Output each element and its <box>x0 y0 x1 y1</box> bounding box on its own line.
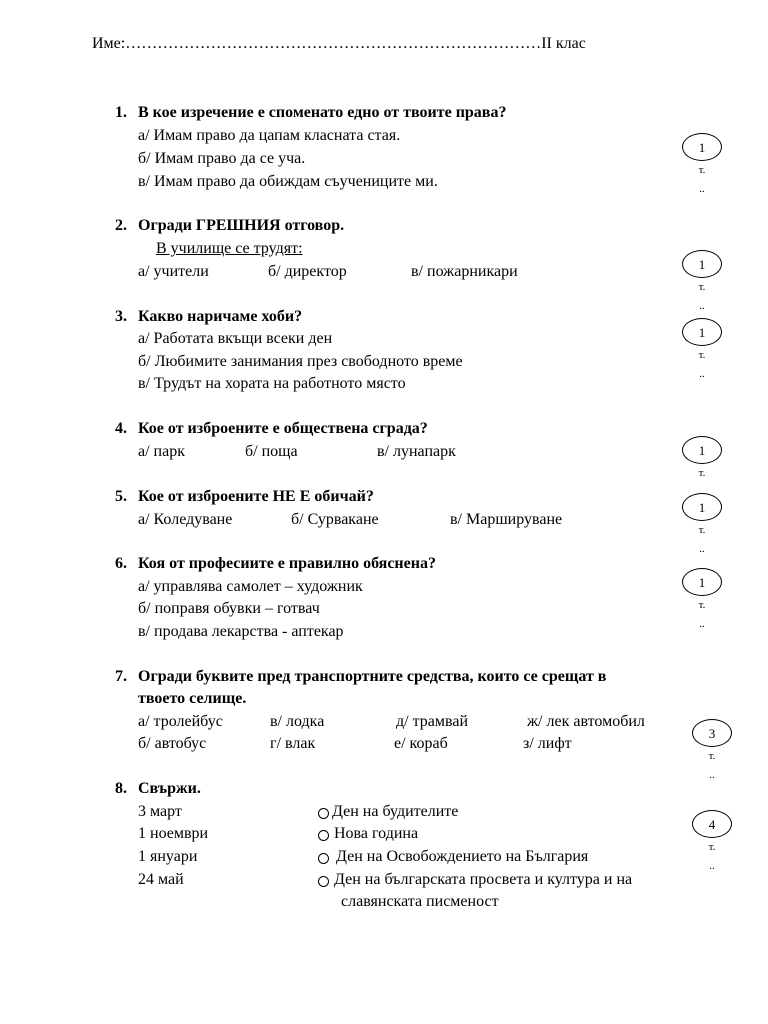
q4-option-b: б/ поща <box>245 443 298 460</box>
score-marker-q5: 1 т. .. <box>667 493 737 555</box>
match-circle[interactable] <box>318 830 329 841</box>
q7-option-g: г/ влак <box>270 735 316 752</box>
q8-left-item: 3 март <box>138 803 182 820</box>
q1-option-c: в/ Имам право да обиждам съучениците ми. <box>138 173 438 190</box>
q8-left-item: 24 май <box>138 871 184 888</box>
q8-text: Свържи. <box>138 780 201 797</box>
q2-subtitle: В училище се трудят: <box>156 240 303 257</box>
q8-right-item-continued: славянската писменост <box>341 893 499 910</box>
q4-number: 4. <box>115 420 127 437</box>
match-circle[interactable] <box>318 808 329 819</box>
q7-option-d: д/ трамвай <box>396 713 469 730</box>
q2-option-c: в/ пожарникари <box>411 263 518 280</box>
q7-option-z: з/ лифт <box>523 735 572 752</box>
q6-option-c: в/ продава лекарства - аптекар <box>138 623 344 640</box>
score-marker-q4: 1 т. <box>667 436 737 482</box>
q8-left-item: 1 ноември <box>138 825 209 842</box>
q6-number: 6. <box>115 555 127 572</box>
score-marker-q1: 1 т. .. <box>667 133 737 195</box>
q8-left-item: 1 януари <box>138 848 198 865</box>
q5-text: Кое от изброените НЕ Е обичай? <box>138 488 374 505</box>
q7-text: Огради буквите пред транспортните средства, които се срещат в <box>138 668 607 685</box>
q3-number: 3. <box>115 308 127 325</box>
q1-number: 1. <box>115 104 127 121</box>
q7-text-continued: твоето селище. <box>138 690 247 707</box>
q5-option-b: б/ Сурвакане <box>291 511 379 528</box>
q5-option-a: а/ Коледуване <box>138 511 233 528</box>
q7-option-v: в/ лодка <box>270 713 325 730</box>
q1-option-b: б/ Имам право да се уча. <box>138 150 306 167</box>
q6-option-b: б/ поправя обувки – готвач <box>138 600 320 617</box>
match-circle[interactable] <box>318 853 329 864</box>
q2-number: 2. <box>115 217 127 234</box>
q4-option-a: а/ парк <box>138 443 185 460</box>
q3-text: Какво наричаме хоби? <box>138 308 303 325</box>
q3-option-c: в/ Трудът на хората на работното място <box>138 375 406 392</box>
score-marker-q2: 1 т. .. <box>667 250 737 312</box>
q8-right-item: Нова година <box>334 825 419 842</box>
q1-option-a: а/ Имам право да цапам класната стая. <box>138 127 401 144</box>
q7-option-e: е/ кораб <box>394 735 448 752</box>
q4-option-c: в/ лунапарк <box>377 443 456 460</box>
q3-option-a: а/ Работата вкъщи всеки ден <box>138 330 333 347</box>
score-marker-q7: 3 т. .. <box>677 719 747 781</box>
q8-number: 8. <box>115 780 127 797</box>
q8-right-item: Ден на Освобождението на България <box>336 848 589 865</box>
q8-right-item: Ден на българската просвета и култура и на <box>334 871 633 888</box>
q2-option-b: б/ директор <box>268 263 347 280</box>
q6-option-a: а/ управлява самолет – художник <box>138 578 363 595</box>
q7-option-b: б/ автобус <box>138 735 207 752</box>
q1-text: В кое изречение е споменато едно от твоите права? <box>138 104 507 121</box>
score-marker-q6: 1 т. .. <box>667 568 737 630</box>
score-marker-q3: 1 т. .. <box>667 318 737 380</box>
q5-number: 5. <box>115 488 127 505</box>
q2-text: Огради ГРЕШНИЯ отговор. <box>138 217 345 234</box>
q2-option-a: а/ учители <box>138 263 209 280</box>
q4-text: Кое от изброените е обществена сграда? <box>138 420 428 437</box>
match-circle[interactable] <box>318 876 329 887</box>
q7-option-a: а/ тролейбус <box>138 713 223 730</box>
q3-option-b: б/ Любимите занимания през свободното време <box>138 353 463 370</box>
q7-option-zh: ж/ лек автомобил <box>527 713 645 730</box>
name-class-line: Име:……………………………………………………………………II клас <box>92 35 586 52</box>
q8-right-item: Ден на будителите <box>332 803 459 820</box>
q7-number: 7. <box>115 668 127 685</box>
q6-text: Коя от професиите е правилно обяснена? <box>138 555 436 572</box>
q5-option-c: в/ Маршируване <box>450 511 563 528</box>
score-marker-q8: 4 т. .. <box>677 810 747 872</box>
